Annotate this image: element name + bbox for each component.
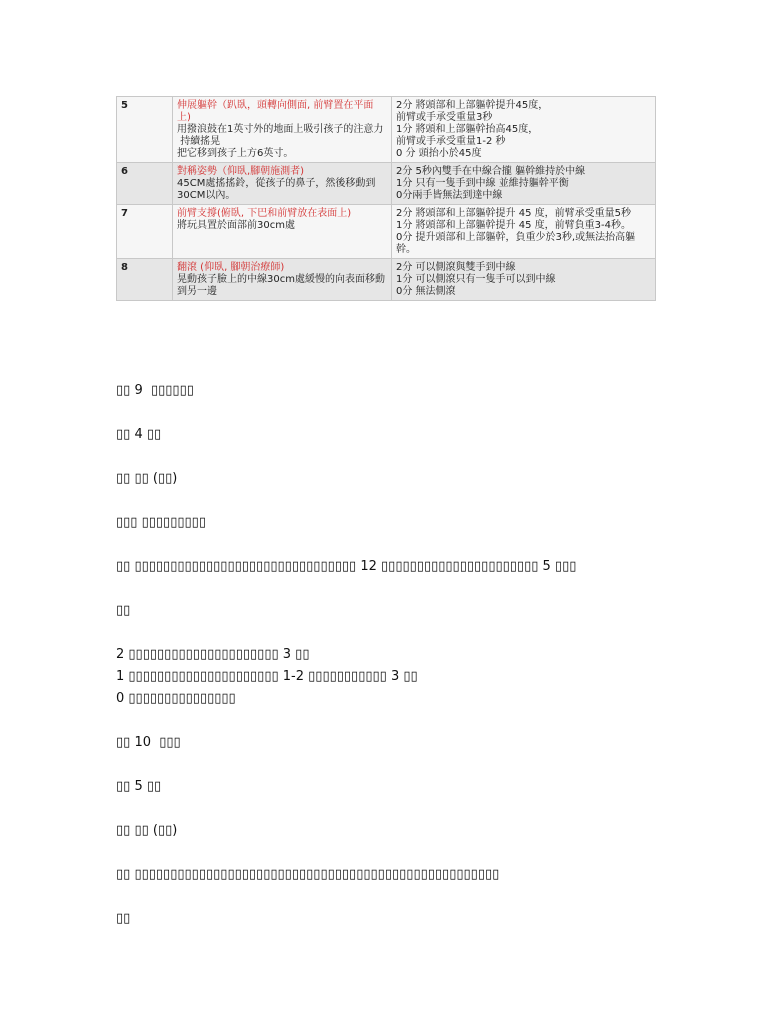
age-line: ▯▯ 5 ▯▯: [116, 779, 162, 794]
score-line: 1分 只有一隻手到中線 並維持軀幹平衡: [396, 178, 569, 189]
item-number: 6: [117, 163, 173, 205]
item-scoring: [392, 205, 656, 259]
item-description: [173, 97, 392, 163]
item-description: [173, 259, 392, 301]
item-scoring: [392, 163, 656, 205]
table-row: [117, 205, 656, 259]
score-line: 前臂或手承受重量3秒: [396, 112, 493, 123]
item-desc-line: 45CM處搖搖鈴，從孩子的鼻子，然後移動到30CM以內。: [177, 178, 376, 201]
score-line: 1分 可以側滾只有一隻手可以到中線: [396, 274, 556, 285]
score-line: 0分 提升頭部和上部軀幹，負重少於3秒,或無法抬高軀幹。: [396, 232, 636, 255]
item-title: 伸展軀幹（趴臥，頭轉向側面, 前臂置在平面上): [177, 100, 374, 123]
item-number: 7: [117, 205, 173, 259]
item-desc-line: 持續搖晃: [177, 136, 221, 147]
table-row: [117, 259, 656, 301]
score-line: 2分 將頭部和上部軀幹提升45度，: [396, 100, 549, 111]
item-desc-line: 把它移到孩子上方6英寸。: [177, 148, 294, 159]
item-title: 前臂支撐(俯臥, 下巴和前臂放在表面上): [177, 208, 352, 219]
score-1-line: 1 ▯▯▯▯▯▯▯▯▯▯▯▯▯▯▯▯▯▯▯▯▯ 1-2 ▯▯▯▯▯▯▯▯▯▯▯ 3 ▯▯: [116, 669, 418, 684]
position-line: ▯▯ ▯▯ (▯▯): [116, 471, 178, 486]
materials-line: ▯▯▯ ▯▯▯▯▯▯▯▯▯: [116, 515, 206, 530]
item-desc-line: 晃動孩子臉上的中線30cm處緩慢的向表面移動到另一邊: [177, 274, 385, 297]
item-scoring: [392, 97, 656, 163]
instructions-line: ▯▯ ▯▯▯▯▯▯▯▯▯▯▯▯▯▯▯▯▯▯▯▯▯▯▯▯▯▯▯▯▯▯▯▯▯▯▯▯▯▯▯▯▯▯▯▯▯▯▯▯▯▯▯: [116, 867, 500, 882]
scoring-heading: ▯▯: [116, 603, 131, 618]
instructions-line: ▯▯ ▯▯▯▯▯▯▯▯▯▯▯▯▯▯▯▯▯▯▯▯▯▯▯▯▯▯▯▯▯▯▯ 12 ▯▯▯▯▯▯▯▯▯▯▯▯▯▯▯▯▯▯▯▯▯▯ 5 ▯▯▯: [116, 559, 577, 574]
item-heading: ▯▯ 9 ▯▯▯▯▯▯: [116, 383, 194, 398]
item-number: 8: [117, 259, 173, 301]
score-line: 0分兩手皆無法到達中線: [396, 190, 503, 201]
item-scoring: [392, 259, 656, 301]
item-description: [173, 205, 392, 259]
scoring-heading: ▯▯: [116, 911, 131, 926]
score-line: 2分 5秒內雙手在中線合攏 軀幹維持於中線: [396, 166, 586, 177]
score-line: 1分 將頭和上部軀幹抬高45度，: [396, 124, 539, 135]
table-row: [117, 97, 656, 163]
item-desc-line: 用撥浪鼓在1英寸外的地面上吸引孩子的注意力: [177, 124, 384, 135]
table-row: [117, 163, 656, 205]
score-line: 0分 無法側滾: [396, 286, 456, 297]
position-line: ▯▯ ▯▯ (▯▯): [116, 823, 178, 838]
score-line: 2分 將頭部和上部軀幹提升 45 度，前臂承受重量5秒: [396, 208, 631, 219]
item-heading: ▯▯ 10 ▯▯▯: [116, 735, 181, 750]
item-number: 5: [117, 97, 173, 163]
score-line: 前臂或手承受重量1-2 秒: [396, 136, 506, 147]
score-line: 1分 將頭部和上部軀幹提升 45 度，前臂負重3-4秒。: [396, 220, 631, 231]
score-line: 0 分 頭抬小於45度: [396, 148, 482, 159]
score-2-line: 2 ▯▯▯▯▯▯▯▯▯▯▯▯▯▯▯▯▯▯▯▯▯ 3 ▯▯: [116, 647, 310, 662]
item-description: [173, 163, 392, 205]
assessment-table: [116, 96, 656, 301]
item-title: 對稱姿勢（仰臥,腳朝施測者): [177, 166, 305, 177]
age-line: ▯▯ 4 ▯▯: [116, 427, 162, 442]
score-0-line: 0 ▯▯▯▯▯▯▯▯▯▯▯▯▯▯▯: [116, 691, 236, 706]
item-title: 翻滾 (仰臥, 腳朝治療師): [177, 262, 285, 273]
score-line: 2分 可以側滾與雙手到中線: [396, 262, 516, 273]
item-desc-line: 將玩具置於面部前30cm處: [177, 220, 295, 231]
